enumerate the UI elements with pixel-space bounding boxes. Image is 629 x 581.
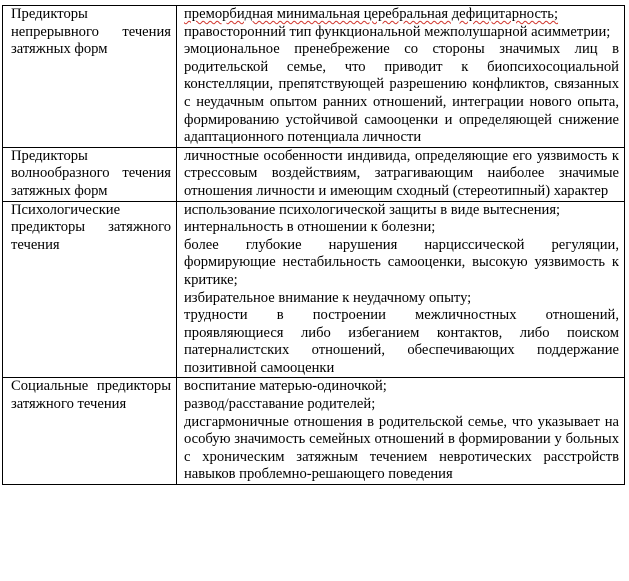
predictor-label: Предикторы волнообразного течения затяжных форм bbox=[3, 147, 177, 201]
predictor-label: Психологические предикторы затяжного течения bbox=[3, 201, 177, 378]
list-item: избирательное внимание к неудачному опыту; bbox=[184, 289, 472, 306]
list-item: личностные особенности индивида, определяющие его уязвимость к стрессовым воздействиям, затрагивающим наиболее значимые отношения личности и имеющим сходный (стереотипный) характер bbox=[184, 147, 619, 199]
list-item: трудности в построении межличностных отношений, проявляющиеся либо избеганием контактов, либо поиском патерналистских отношений, обеспечивающих поддержание позитивной самооценки bbox=[184, 307, 619, 376]
list-item: развод/расставание родителей; bbox=[184, 396, 376, 413]
list-item: воспитание матерью-одиночкой; bbox=[184, 378, 387, 395]
predictors-table bbox=[2, 5, 625, 485]
list-item: правосторонний тип функциональной межполушарной асимметрии; bbox=[184, 23, 611, 40]
table-row bbox=[3, 201, 625, 378]
list-item: использование психологической защиты в виде вытеснения; bbox=[184, 201, 561, 218]
table-row bbox=[3, 6, 625, 148]
predictor-description bbox=[177, 6, 625, 148]
list-item: более глубокие нарушения нарциссической регуляции, формирующие нестабильность самооценки, высокую уязвимость к критике; bbox=[184, 236, 619, 288]
predictor-description bbox=[177, 201, 625, 378]
table-row bbox=[3, 147, 625, 201]
table-row bbox=[3, 378, 625, 485]
list-item: эмоциональное пренебрежение со стороны значимых лиц в родительской семье, что приводит к биопсихосоциальной констелляции, препятствующей разрешению конфликтов, связанных с неудачным опытом ранних отношений, интеграции нового опыта, формированию устойчивой самооценки и определяющей снижение адаптационного потенциала личности bbox=[184, 41, 619, 146]
list-item: преморбидная минимальная церебральная дефицитарность; bbox=[184, 6, 559, 22]
predictor-description bbox=[177, 378, 625, 485]
list-item: дисгармоничные отношения в родительской семье, что указывает на особую значимость семейных отношений в формировании у больных с хроническим затяжным течением невротических расстройств навыков проблемно-решающего поведения bbox=[184, 413, 619, 483]
predictor-label: Социальные предикторы затяжного течения bbox=[3, 378, 177, 485]
predictor-label: Предикторы непрерывного течения затяжных форм bbox=[3, 6, 177, 148]
list-item: интернальность в отношении к болезни; bbox=[184, 219, 436, 236]
predictor-description bbox=[177, 147, 625, 201]
